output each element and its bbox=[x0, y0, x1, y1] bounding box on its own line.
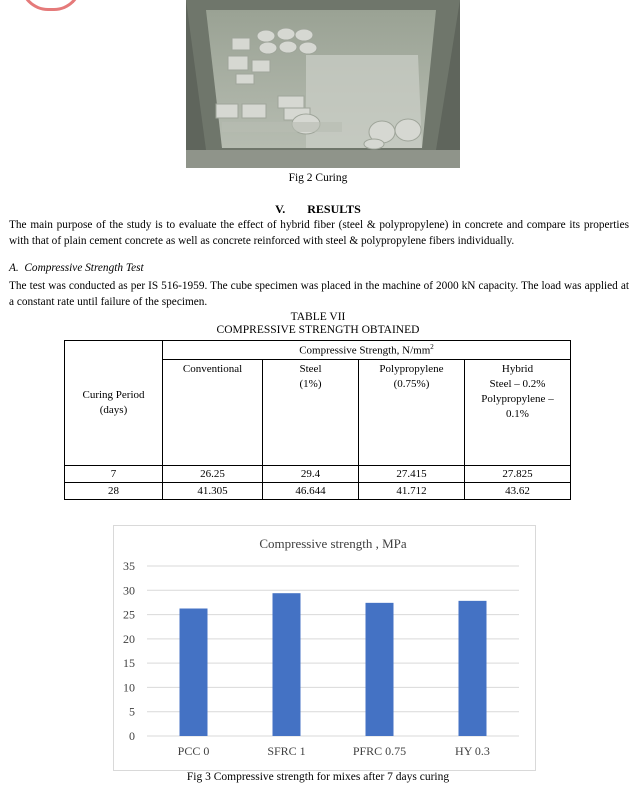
y-tick-label: 0 bbox=[129, 729, 135, 743]
column-header-line: Polypropylene bbox=[379, 363, 444, 375]
column-header-hybrid bbox=[465, 360, 571, 466]
table-row bbox=[65, 483, 571, 500]
results-paragraph: The main purpose of the study is to evaluate the effect of hybrid fiber (steel & polypropylene) in concrete and compare its properties with that of plain cement concrete as well as concrete reinforced with steel & polypropylene fibers individually. bbox=[9, 219, 629, 247]
chart-title: Compressive strength , MPa bbox=[259, 536, 407, 551]
column-header-line: Hybrid bbox=[501, 363, 534, 375]
y-tick-label: 15 bbox=[123, 656, 135, 671]
figure-3-caption: Fig 3 Compressive strength for mixes after 7 days curing bbox=[186, 771, 450, 783]
table-cell-period: 7 bbox=[65, 466, 163, 483]
column-header-line: (1%) bbox=[299, 378, 322, 390]
curing-period-header-line1: Curing Period bbox=[82, 389, 145, 401]
table-row bbox=[65, 466, 571, 483]
subsection-heading bbox=[9, 262, 144, 274]
curing-period-header-line2: (days) bbox=[99, 404, 128, 416]
table-title: COMPRESSIVE STRENGTH OBTAINED bbox=[216, 324, 420, 336]
column-header-line: Polypropylene – bbox=[481, 393, 554, 405]
table-cell-period: 28 bbox=[65, 483, 163, 500]
y-tick-label: 20 bbox=[123, 631, 135, 646]
x-tick-label: PCC 0 bbox=[177, 744, 210, 758]
column-header-line: Steel bbox=[299, 363, 322, 375]
x-tick-label: PFRC 0.75 bbox=[352, 744, 407, 758]
bar bbox=[180, 609, 208, 737]
figure-2-caption: Fig 2 Curing bbox=[288, 172, 348, 184]
table-cell: 26.25 bbox=[163, 466, 263, 483]
table-caption bbox=[0, 311, 636, 337]
strength-group-header bbox=[163, 341, 571, 360]
column-header-polypropylene bbox=[359, 360, 465, 466]
column-header-line: Steel – 0.2% bbox=[489, 378, 546, 390]
bar bbox=[273, 593, 301, 736]
section-number: V. bbox=[275, 202, 286, 216]
bar bbox=[366, 603, 394, 736]
strength-unit-exponent: 2 bbox=[430, 343, 434, 352]
table-cell: 27.825 bbox=[465, 466, 571, 483]
section-title: RESULTS bbox=[307, 202, 361, 216]
section-heading bbox=[0, 202, 636, 217]
table-cell: 27.415 bbox=[359, 466, 465, 483]
x-tick-label: HY 0.3 bbox=[455, 744, 490, 758]
table-cell: 41.712 bbox=[359, 483, 465, 500]
column-header-line: 0.1% bbox=[506, 408, 529, 420]
y-tick-label: 30 bbox=[123, 583, 135, 598]
table-cell: 29.4 bbox=[263, 466, 359, 483]
curing-period-header bbox=[65, 341, 163, 466]
y-tick-label: 10 bbox=[123, 680, 135, 695]
strength-group-header-text: Compressive Strength, N/mm bbox=[299, 344, 431, 357]
chart-frame bbox=[113, 525, 536, 771]
y-tick-label: 5 bbox=[129, 704, 135, 719]
compressive-strength-table bbox=[64, 340, 571, 500]
test-paragraph: The test was conducted as per IS 516-1959. The cube specimen was placed in the machine of 2000 kN capacity. The load was applied at a constant rate until failure of the specimen. bbox=[9, 280, 629, 308]
column-header-steel bbox=[263, 360, 359, 466]
table-number: TABLE VII bbox=[290, 311, 346, 323]
column-header-conventional bbox=[163, 360, 263, 466]
curing-tank-image bbox=[186, 0, 460, 168]
y-tick-label: 25 bbox=[123, 607, 135, 622]
logo-mark bbox=[20, 0, 82, 11]
curing-photo bbox=[186, 0, 460, 168]
subsection-title: Compressive Strength Test bbox=[24, 262, 144, 274]
y-tick-label: 35 bbox=[123, 559, 135, 573]
table-cell: 43.62 bbox=[465, 483, 571, 500]
subsection-label: A. bbox=[9, 262, 19, 274]
table-cell: 41.305 bbox=[163, 483, 263, 500]
column-header-line: Conventional bbox=[182, 363, 243, 375]
table-cell: 46.644 bbox=[263, 483, 359, 500]
x-tick-label: SFRC 1 bbox=[267, 744, 306, 758]
bar-chart bbox=[114, 526, 535, 770]
bar bbox=[459, 601, 487, 736]
column-header-line: (0.75%) bbox=[393, 378, 430, 390]
